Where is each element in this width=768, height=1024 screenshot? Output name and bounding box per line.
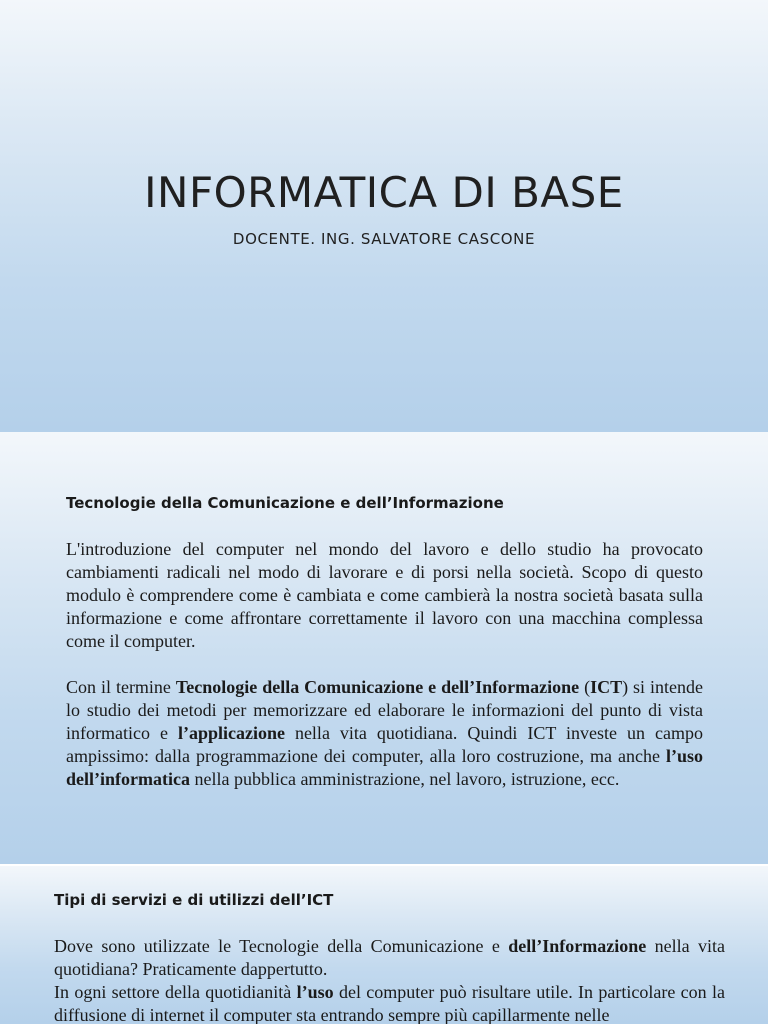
text-run: nella pubblica amministrazione, nel lavoro, istruzione, ecc. bbox=[189, 769, 620, 789]
text-run: ( bbox=[579, 677, 591, 697]
bold-term: l’applicazione bbox=[177, 723, 285, 743]
text-run: ) si intende lo studio dei metodi per memorizzare ed elaborare le informazioni del punto di vista informatico e bbox=[66, 677, 703, 743]
text-run: nella vita quotidiana? Praticamente dappertutto. bbox=[54, 936, 725, 979]
uses-paragraph bbox=[54, 935, 725, 1024]
slide-heading: Tipi di servizi e di utilizzi dell’ICT bbox=[54, 891, 334, 909]
intro-paragraph: L'introduzione del computer nel mondo del lavoro e dello studio ha provocato cambiamenti radicali nel modo di lavorare e di porsi nella società. Scopo di questo modulo è comprendere come è cambiata e come cambierà la nostra società basata sulla informazione e come affrontare correttamente il lavoro con una macchina complessa come il computer. bbox=[66, 539, 703, 651]
uses-line-1 bbox=[54, 935, 725, 981]
text-run: del computer può risultare utile. In particolare con la diffusione di internet il computer sta entrando sempre più capillarmente nelle bbox=[54, 982, 725, 1024]
bold-term: ICT bbox=[590, 677, 623, 697]
slide-title: INFORMATICA DI BASE bbox=[144, 168, 624, 217]
text-run: nella vita quotidiana. Quindi ICT investe un campo ampissimo: dalla programmazione dei computer, alla loro costruzione, ma anche bbox=[66, 723, 703, 766]
text-run: In ogni settore della quotidianità bbox=[54, 982, 297, 1002]
ict-uses-slide bbox=[0, 866, 768, 1024]
uses-line-2 bbox=[54, 981, 725, 1024]
bold-term: dell’Informazione bbox=[508, 936, 647, 956]
ict-definition-slide bbox=[0, 432, 768, 864]
bold-term: l’uso bbox=[296, 982, 334, 1002]
ict-paragraph bbox=[66, 676, 703, 791]
slide-heading: Tecnologie della Comunicazione e dell’Informazione bbox=[66, 494, 504, 512]
text-run: Dove sono utilizzate le Tecnologie della Comunicazione e bbox=[54, 936, 509, 956]
bold-term: l’uso dell’informatica bbox=[66, 746, 703, 789]
title-slide bbox=[0, 0, 768, 432]
text-run: Con il termine bbox=[66, 677, 176, 697]
bold-term: Tecnologie della Comunicazione e dell’Informazione bbox=[175, 677, 580, 697]
slide-subtitle: DOCENTE. ING. SALVATORE CASCONE bbox=[232, 230, 536, 248]
